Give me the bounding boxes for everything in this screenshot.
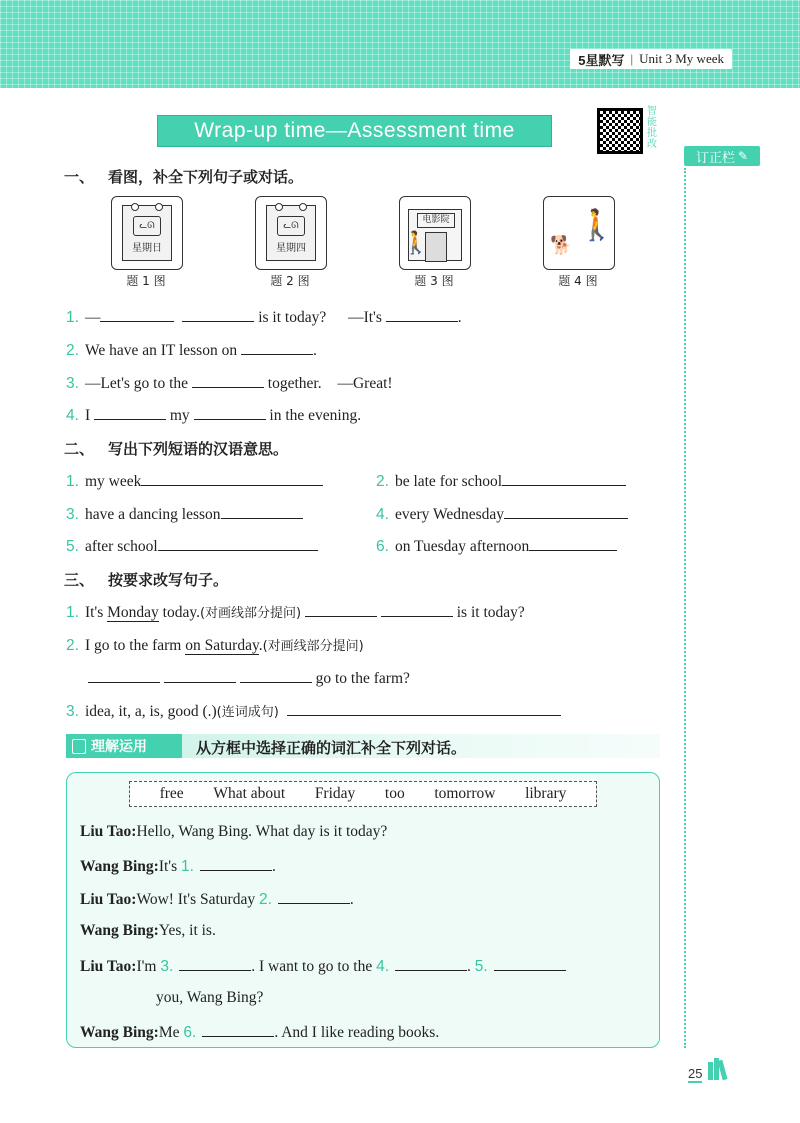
answer-blank[interactable]: [240, 668, 312, 683]
word-bank: [129, 781, 597, 807]
picture-2: [255, 196, 327, 270]
speaker-name: Liu Tao:: [80, 891, 137, 908]
underlined-word: Monday: [107, 604, 159, 621]
answer-blank[interactable]: [194, 405, 266, 420]
s3-item-1: [66, 602, 525, 622]
pencil-icon: ✎: [737, 149, 749, 163]
section1-title: 看图，补全下列句子或对话。: [108, 168, 304, 186]
dialog-text: Yes, it is.: [158, 922, 216, 939]
item-text: is it today?: [456, 604, 525, 621]
dialog-text: .: [271, 858, 276, 875]
s1-item-4: [66, 405, 361, 425]
answer-blank[interactable]: [494, 956, 566, 971]
qr-code-icon[interactable]: [597, 108, 643, 154]
dialog-text: . And I like reading books.: [274, 1024, 440, 1041]
item-text: —: [84, 309, 101, 326]
answer-blank[interactable]: [88, 668, 160, 683]
item-text: my: [169, 407, 190, 424]
picture-4: [543, 196, 615, 270]
item-text: have a dancing lesson: [84, 506, 221, 523]
cat-face-icon: ᓚᘏ: [277, 216, 305, 236]
item-number: 3.: [66, 375, 79, 392]
people-icon: 🚶: [402, 231, 430, 256]
item-text: .: [457, 309, 462, 326]
item-number: 1.: [66, 604, 79, 621]
answer-blank[interactable]: [141, 471, 323, 486]
instruction-note: (对画线部分提问): [199, 606, 302, 621]
item-text: my week: [84, 473, 142, 490]
unit-tag: [570, 49, 732, 69]
answer-blank[interactable]: [305, 602, 377, 617]
dialog-line: [80, 856, 276, 876]
calendar-icon: [266, 205, 316, 261]
item-text: —It's: [348, 309, 382, 326]
dialog-text: Wow! It's Saturday: [136, 891, 256, 908]
section4-title: 从方框中选择正确的词汇补全下列对话。: [196, 739, 467, 757]
section3-heading: [64, 569, 228, 590]
item-text: .: [312, 342, 317, 359]
picture-4-caption: 题 4 图: [558, 274, 598, 288]
instruction-note: (连词成句): [216, 705, 279, 720]
s3-item-2: [66, 635, 364, 655]
speaker-name: Wang Bing:: [80, 858, 159, 875]
correction-label-text: 订正栏: [695, 150, 735, 166]
answer-blank[interactable]: [94, 405, 166, 420]
item-text: We have an IT lesson on: [84, 342, 238, 359]
item-number: 3.: [66, 506, 79, 523]
item-text: together.: [267, 375, 322, 392]
answer-blank[interactable]: [200, 856, 272, 871]
item-text: be late for school: [394, 473, 503, 490]
word-bank-item: What about: [213, 785, 286, 802]
section1-number: 一、: [64, 168, 95, 186]
correction-column-label: [684, 146, 760, 166]
item-number: 2.: [66, 342, 79, 359]
item-text: idea, it, a, is, good (.): [84, 703, 217, 720]
dialog-line: [80, 823, 387, 841]
picture-3-caption: 题 3 图: [414, 274, 454, 288]
dialog-text: I'm: [136, 958, 157, 975]
word-bank-item: library: [525, 785, 567, 802]
cat-face-icon: ᓚᘏ: [133, 216, 161, 236]
underlined-word: on Saturday: [185, 637, 259, 654]
answer-blank[interactable]: [386, 307, 458, 322]
word-bank-item: too: [384, 785, 405, 802]
dialog-text: Hello, Wang Bing. What day is it today?: [136, 823, 388, 840]
section2-title: 写出下列短语的汉语意思。: [108, 440, 289, 458]
correction-column-rule: [684, 168, 686, 1048]
section2-number: 二、: [64, 440, 95, 458]
answer-blank[interactable]: [395, 956, 467, 971]
word-bank-item: tomorrow: [434, 785, 496, 802]
answer-blank[interactable]: [278, 889, 350, 904]
item-number: 1.: [66, 473, 79, 490]
s2-item-3: [66, 504, 303, 524]
item-number: 2.: [66, 637, 79, 654]
s1-item-3: [66, 373, 393, 393]
answer-blank[interactable]: [221, 504, 303, 519]
dialog-text: Me: [158, 1024, 180, 1041]
calendar-day-text: 星期日: [132, 243, 162, 254]
item-text: in the evening.: [269, 407, 362, 424]
calendar-icon: [122, 205, 172, 261]
answer-blank[interactable]: [529, 536, 617, 551]
item-number: 2.: [376, 473, 389, 490]
page-title-box: [157, 115, 552, 147]
dialog-text: .: [349, 891, 354, 908]
item-text: I go to the farm: [84, 637, 182, 654]
page-number: 25: [688, 1066, 703, 1081]
item-number: 4.: [66, 407, 79, 424]
dog-icon: 🐕: [550, 235, 573, 256]
dialog-line: [80, 889, 354, 909]
answer-blank[interactable]: [192, 373, 264, 388]
answer-blank[interactable]: [202, 1022, 274, 1037]
instruction-note: (对画线部分提问): [262, 639, 364, 654]
item-text: is it today?: [258, 309, 327, 326]
answer-blank[interactable]: [182, 307, 254, 322]
s1-item-2: [66, 340, 317, 360]
item-text: —Let's go to the: [84, 375, 189, 392]
s3-item-2-answer: [88, 668, 410, 688]
item-number: 1.: [66, 309, 79, 326]
s2-item-4: [376, 504, 628, 524]
item-text: after school: [84, 538, 158, 555]
dialog-line: [80, 1022, 439, 1042]
answer-blank[interactable]: [158, 536, 318, 551]
answer-blank[interactable]: [100, 307, 174, 322]
section4-badge: [66, 734, 182, 758]
item-number: 5.: [474, 958, 488, 975]
speaker-name: Liu Tao:: [80, 823, 137, 840]
section4-badge-text: 理解运用: [91, 739, 147, 755]
section3-number: 三、: [64, 571, 95, 589]
edit-icon: [72, 739, 86, 754]
answer-blank[interactable]: [241, 340, 313, 355]
item-number: 4.: [376, 506, 389, 523]
books-icon: [708, 1058, 726, 1085]
dialog-text: . I want to go to the: [251, 958, 373, 975]
qr-side-label: 智能批改: [647, 106, 657, 150]
dialog-line-continued: [156, 989, 263, 1007]
s1-item-1: [66, 307, 462, 327]
item-text: —Great!: [337, 375, 393, 392]
item-text: .: [258, 637, 263, 654]
dialog-line: [80, 922, 216, 940]
item-number: 6.: [183, 1024, 197, 1041]
speaker-name: Wang Bing:: [80, 922, 159, 939]
word-bank-item: free: [159, 785, 184, 802]
item-number: 3.: [66, 703, 79, 720]
tag-separator: |: [630, 51, 634, 66]
brand-label: 5星默写: [578, 52, 625, 68]
word-bank-item: Friday: [314, 785, 356, 802]
s2-item-5: [66, 536, 318, 556]
item-text: every Wednesday: [394, 506, 505, 523]
item-text: I: [84, 407, 91, 424]
calendar-day-text: 星期四: [276, 243, 306, 254]
picture-1: [111, 196, 183, 270]
answer-blank[interactable]: [504, 504, 628, 519]
dialog-text: It's: [158, 858, 178, 875]
answer-blank[interactable]: [287, 701, 561, 716]
picture-3: [399, 196, 471, 270]
header-band: [0, 0, 800, 88]
dialog-text: you, Wang Bing?: [156, 989, 264, 1006]
item-number: 5.: [66, 538, 79, 555]
answer-blank[interactable]: [381, 602, 453, 617]
s2-item-2: [376, 471, 626, 491]
s2-item-1: [66, 471, 323, 491]
dialog-text: .: [467, 958, 471, 975]
s3-item-3: [66, 701, 561, 721]
item-number: 6.: [376, 538, 389, 555]
item-number: 3.: [160, 958, 174, 975]
item-number: 4.: [376, 958, 390, 975]
item-text: It's: [84, 604, 104, 621]
cinema-sign-text: 电影院: [417, 213, 455, 228]
walking-person-icon: 🚶: [578, 208, 616, 243]
speaker-name: Liu Tao:: [80, 958, 137, 975]
picture-1-caption: 题 1 图: [126, 274, 166, 288]
dialog-line: [80, 956, 566, 976]
s2-item-6: [376, 536, 617, 556]
speaker-name: Wang Bing:: [80, 1024, 159, 1041]
answer-blank[interactable]: [502, 471, 626, 486]
section2-heading: [64, 438, 288, 459]
answer-blank[interactable]: [179, 956, 251, 971]
item-text: today.: [162, 604, 200, 621]
page-title: Wrap-up time—Assessment time: [194, 119, 515, 142]
section3-title: 按要求改写句子。: [108, 571, 229, 589]
unit-label: Unit 3 My week: [639, 51, 724, 66]
item-number: 1.: [181, 858, 194, 875]
item-text: on Tuesday afternoon: [394, 538, 530, 555]
item-number: 2.: [258, 891, 272, 908]
item-text: go to the farm?: [315, 670, 410, 687]
answer-blank[interactable]: [164, 668, 236, 683]
picture-2-caption: 题 2 图: [270, 274, 310, 288]
section1-heading: [64, 166, 303, 187]
